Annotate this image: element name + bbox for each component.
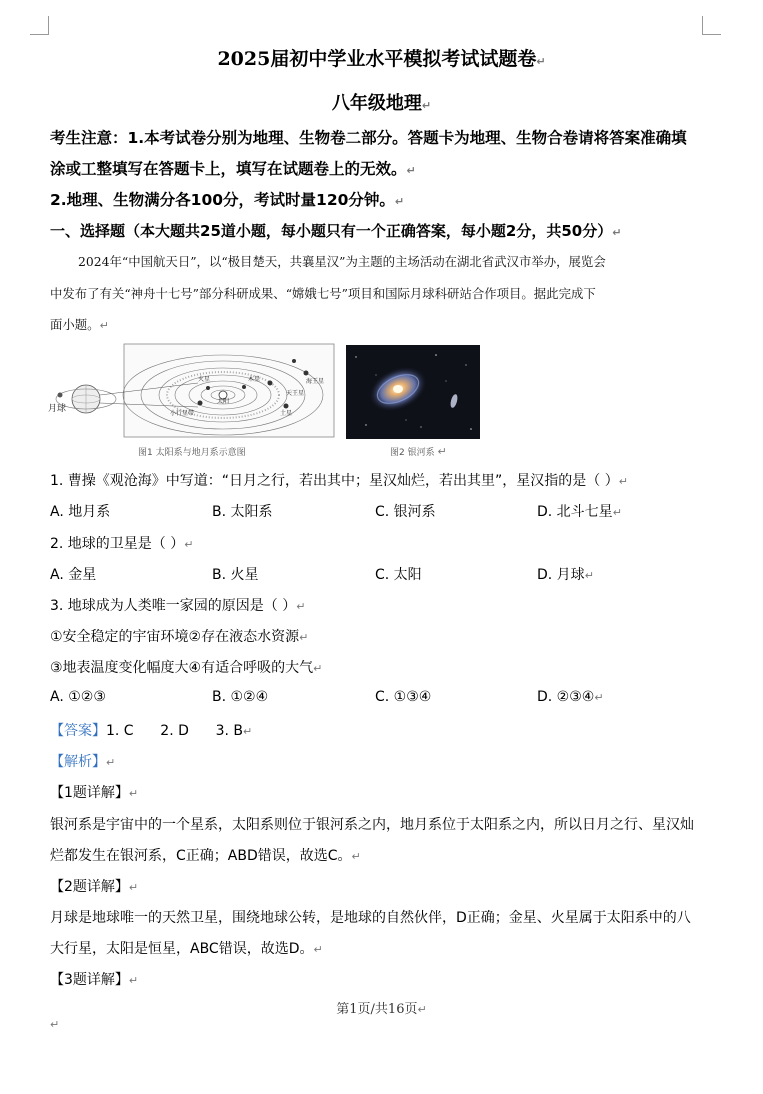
fig1-caption: 图1 太阳系与地月系示意图	[138, 448, 246, 458]
svg-text:小行星带: 小行星带	[170, 410, 195, 417]
crop-mark-top-right	[702, 16, 721, 35]
moon-icon	[58, 393, 63, 398]
q3-option-d[interactable]: D. ②③④↵	[537, 689, 604, 705]
q2-analysis-line-1: 月球是地球唯一的天然卫星，围绕地球公转，是地球的自然伙伴，D正确；金星、火星属于太阳系中的八	[50, 910, 691, 926]
q3-option-a[interactable]: A. ①②③	[50, 689, 106, 705]
svg-text:太阳: 太阳	[217, 398, 230, 405]
q2-option-d[interactable]: D. 月球↵	[537, 567, 594, 583]
exam-title: 2025届初中学业水平模拟考试试题卷↵	[217, 48, 546, 70]
passage-line-2: 中发布了有关“神舟十七号”部分科研成果、“嫦娥七号”项目和国际月球科研站合作项目。据此完成下	[50, 286, 596, 301]
q3-option-b[interactable]: B. ①②④	[212, 689, 269, 705]
q2-option-c[interactable]: C. 太阳	[375, 567, 422, 583]
q2-option-a[interactable]: A. 金星	[50, 567, 97, 583]
svg-text:天王星: 天王星	[286, 390, 305, 397]
q1-analysis-line-1: 银河系是宇宙中的一个星系，太阳系则位于银河系之内，地月系位于太阳系之内，所以日月之行、星汉灿	[50, 817, 694, 833]
q1-option-b[interactable]: B. 太阳系	[212, 504, 273, 520]
q2-analysis-heading: 【2题详解】↵	[50, 879, 139, 895]
passage-line-1: 2024年“中国航天日”，以“极目楚天，共襄星汉”为主题的主场活动在湖北省武汉市举办，展览会	[78, 254, 606, 269]
answer-label: 【答案】	[50, 723, 106, 739]
answer-line: 【答案】1. C 2. D 3. B↵	[50, 723, 253, 739]
q3-option-c[interactable]: C. ①③④	[375, 689, 432, 705]
notice-line-1: 考生注意：1.本考试卷分别为地理、生物卷二部分。答题卡为地理、生物合卷请将答案准确填	[50, 129, 687, 147]
svg-text:火星: 火星	[198, 376, 211, 383]
analysis-label: 【解析】↵	[50, 754, 116, 770]
q3-statement-1: ①安全稳定的宇宙环境②存在液态水资源↵	[50, 629, 309, 645]
crop-mark-top-left	[30, 16, 49, 35]
q1-option-d[interactable]: D. 北斗七星↵	[537, 504, 622, 520]
svg-text:月球: 月球	[48, 404, 67, 414]
trailing-return-mark: ↵	[50, 1018, 60, 1031]
q3-analysis-heading: 【3题详解】↵	[50, 972, 139, 988]
galaxy-image	[346, 345, 480, 439]
q2-analysis-line-2: 大行星，太阳是恒星，ABC错误，故选D。↵	[50, 941, 323, 957]
solar-system-diagram	[48, 343, 338, 443]
q3-statement-2: ③地表温度变化幅度大④有适合呼吸的大气↵	[50, 660, 323, 676]
q1-option-c[interactable]: C. 银河系	[375, 504, 436, 520]
page-footer: 第1页/共16页↵	[336, 1002, 427, 1017]
svg-text:木星: 木星	[248, 376, 261, 383]
q1-analysis-heading: 【1题详解】↵	[50, 785, 139, 801]
svg-text:海王星: 海王星	[306, 378, 325, 385]
question-3-stem: 3. 地球成为人类唯一家园的原因是（ ）↵	[50, 598, 306, 614]
q1-option-a[interactable]: A. 地月系	[50, 504, 111, 520]
question-2-stem: 2. 地球的卫星是（ ）↵	[50, 536, 194, 552]
q2-option-b[interactable]: B. 火星	[212, 567, 259, 583]
notice-line-3: 2.地理、生物满分各100分，考试时量120分钟。↵	[50, 191, 405, 209]
notice-line-2: 涂或工整填写在答题卡上，填写在试题卷上的无效。↵	[50, 160, 416, 178]
exam-subtitle: 八年级地理↵	[331, 93, 432, 114]
passage-line-3: 面小题。↵	[50, 317, 109, 332]
question-1-stem: 1. 曹操《观沧海》中写道：“日月之行，若出其中；星汉灿烂，若出其里”，星汉指的是（ ）↵	[50, 473, 628, 489]
section-heading: 一、选择题（本大题共25道小题，每小题只有一个正确答案，每小题2分，共50分）↵	[50, 222, 622, 240]
fig2-caption: 图2 银河系 ↵	[390, 445, 447, 458]
svg-text:土星: 土星	[280, 410, 293, 417]
q1-analysis-line-2: 烂都发生在银河系，C正确；ABD错误，故选C。↵	[50, 848, 361, 864]
